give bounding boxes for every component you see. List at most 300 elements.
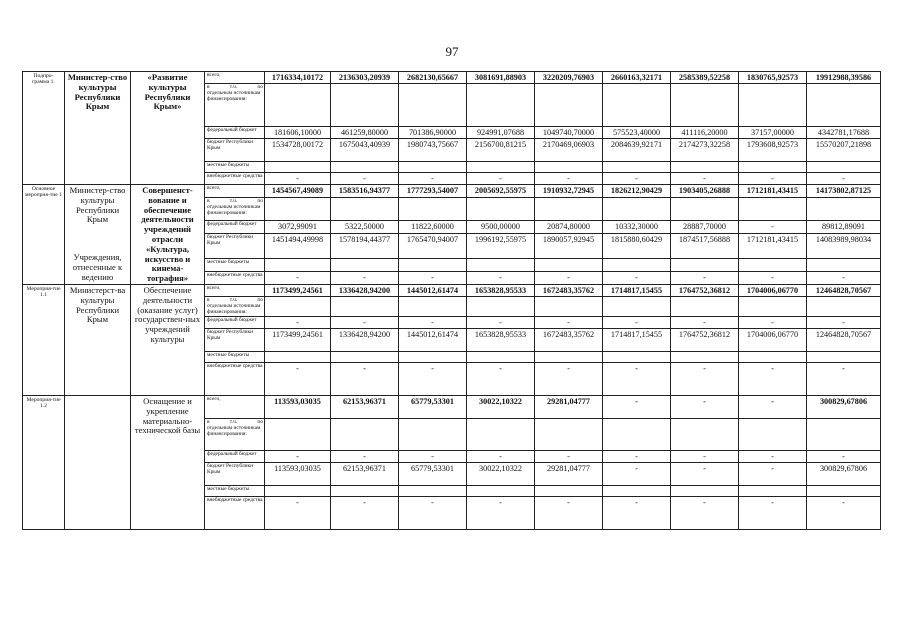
- amount-value: 1874517,56888: [678, 234, 731, 244]
- amount-cell: [807, 328, 881, 351]
- amount-value: 1890057,92945: [542, 234, 595, 244]
- amount-cell: [739, 259, 807, 271]
- measure-name: Совершенст-вование и обеспечение деятельности учреждений отрасли «Культура, искусство и кинема-тография»: [141, 185, 194, 284]
- amount-cell: [331, 220, 399, 233]
- amount-cell: [265, 496, 331, 529]
- amount-value: 1996192,55975: [474, 234, 527, 244]
- amount-cell: [265, 220, 331, 233]
- amount-cell: [671, 139, 739, 162]
- amount-cell: [603, 296, 671, 316]
- source-label-total: всего,: [207, 72, 221, 78]
- amount-value: -: [499, 497, 502, 507]
- amount-cell: [331, 316, 399, 328]
- amount-value: -: [635, 363, 638, 373]
- amount-value: 1764752,36812: [678, 285, 731, 295]
- amount-value: 37157,00000: [751, 128, 794, 137]
- amount-cell: [807, 185, 881, 198]
- amount-value: 1765470,94007: [406, 234, 459, 244]
- amount-value: -: [363, 317, 366, 327]
- amount-cell: [739, 220, 807, 233]
- amount-cell: [467, 284, 535, 296]
- amount-cell: [331, 395, 399, 418]
- amount-cell: [467, 185, 535, 198]
- amount-cell: [467, 351, 535, 362]
- amount-value: 1712181,43415: [746, 186, 799, 195]
- amount-cell: [535, 259, 603, 271]
- amount-cell: [331, 496, 399, 529]
- measure-name: Обеспечение деятельности (оказание услуг) государствен-ных учреждений культуры: [134, 284, 201, 344]
- amount-cell: [603, 198, 671, 220]
- amount-cell: [603, 485, 671, 496]
- amount-cell: [265, 362, 331, 395]
- amount-value: 1445012,61474: [406, 285, 459, 295]
- amount-cell: [331, 328, 399, 351]
- amount-cell: [603, 328, 671, 351]
- amount-cell: [265, 418, 331, 450]
- amount-cell: [739, 296, 807, 316]
- amount-value: -: [567, 451, 570, 461]
- amount-cell: [265, 328, 331, 351]
- source-incl-word: по: [257, 418, 263, 425]
- amount-value: 2660163,32171: [610, 73, 663, 82]
- source-label-budget-rk: бюджет Республики Крым: [207, 328, 254, 341]
- amount-value: -: [703, 272, 706, 282]
- amount-value: -: [431, 174, 434, 183]
- source-incl-word: в: [207, 296, 210, 303]
- amount-cell: [603, 162, 671, 173]
- source-cell: [205, 351, 265, 362]
- amount-value: 1336428,94200: [338, 329, 391, 339]
- amount-cell: [807, 351, 881, 362]
- source-incl-word: т.ч.: [229, 198, 238, 205]
- amount-cell: [399, 328, 467, 351]
- measure-name: «Развитие культуры Республики Крым»: [144, 72, 191, 112]
- amount-cell: [535, 185, 603, 198]
- amount-cell: [671, 84, 739, 127]
- executor-label: Министер-ство культуры Республики Крым: [69, 185, 126, 225]
- amount-value: -: [703, 174, 706, 183]
- amount-value: -: [296, 451, 299, 461]
- amount-value: 11822,60000: [411, 221, 454, 231]
- amount-cell: [467, 162, 535, 173]
- amount-cell: [535, 84, 603, 127]
- amount-cell: [603, 233, 671, 259]
- source-label-local: местные бюджеты: [207, 351, 250, 358]
- amount-cell: [671, 271, 739, 284]
- amount-cell: [739, 127, 807, 139]
- amount-value: -: [567, 497, 570, 507]
- amount-value: 411116,20000: [681, 128, 728, 137]
- amount-cell: [739, 271, 807, 284]
- amount-value: 12464828,70567: [815, 285, 872, 295]
- amount-value: 1830765,92573: [746, 73, 799, 82]
- amount-value: 2136303,20939: [338, 73, 391, 82]
- amount-value: 19912988,39586: [815, 73, 872, 82]
- executor-cell: [65, 72, 131, 185]
- source-cell: [205, 328, 265, 351]
- amount-value: -: [431, 272, 434, 282]
- amount-value: -: [703, 396, 706, 406]
- amount-cell: [603, 173, 671, 185]
- executor-note: Учреждения, отнесенные к ведению: [72, 252, 123, 282]
- executor-cell: [65, 395, 131, 529]
- amount-cell: [399, 485, 467, 496]
- amount-value: 1716334,10172: [271, 73, 324, 82]
- amount-value: -: [771, 451, 774, 461]
- source-cell: [205, 296, 265, 316]
- amount-cell: [331, 198, 399, 220]
- amount-value: 1672483,35762: [542, 285, 595, 295]
- amount-value: 12464828,70567: [815, 329, 872, 339]
- source-cell: [205, 72, 265, 84]
- amount-cell: [399, 418, 467, 450]
- status-cell: [23, 284, 65, 395]
- amount-cell: [807, 485, 881, 496]
- amount-value: 62153,96371: [343, 396, 386, 406]
- amount-value: -: [703, 363, 706, 373]
- amount-cell: [331, 485, 399, 496]
- amount-value: -: [703, 463, 706, 473]
- amount-value: 1714817,15455: [610, 285, 663, 295]
- amount-value: 924991,07688: [476, 128, 525, 137]
- amount-value: 2005692,55975: [474, 186, 527, 195]
- amount-cell: [331, 450, 399, 462]
- status-label: Мероприя-тие 1.1: [26, 285, 61, 299]
- amount-value: -: [771, 317, 774, 327]
- measure-name-cell: [131, 284, 205, 395]
- amount-cell: [467, 485, 535, 496]
- source-cell: [205, 485, 265, 496]
- amount-value: 28887,70000: [683, 221, 726, 231]
- amount-cell: [399, 162, 467, 173]
- amount-value: 15570207,21898: [815, 140, 872, 149]
- amount-value: 9500,00000: [481, 221, 520, 231]
- amount-value: 2174273,32258: [678, 140, 731, 149]
- amount-cell: [739, 316, 807, 328]
- source-cell: [205, 259, 265, 271]
- amount-value: -: [567, 174, 570, 183]
- source-cell: [205, 395, 265, 418]
- amount-cell: [467, 271, 535, 284]
- amount-value: 1910932,72945: [542, 186, 595, 195]
- amount-value: -: [499, 272, 502, 282]
- amount-cell: [671, 462, 739, 485]
- amount-cell: [603, 362, 671, 395]
- amount-cell: [399, 139, 467, 162]
- amount-cell: [739, 162, 807, 173]
- amount-value: -: [771, 221, 774, 231]
- amount-cell: [603, 127, 671, 139]
- amount-value: 1336428,94200: [338, 285, 391, 295]
- amount-cell: [807, 362, 881, 395]
- amount-cell: [265, 316, 331, 328]
- amount-cell: [535, 173, 603, 185]
- amount-cell: [265, 198, 331, 220]
- amount-cell: [603, 450, 671, 462]
- amount-cell: [739, 173, 807, 185]
- source-label-budget-rk: бюджет Республики Крым: [207, 139, 254, 151]
- amount-value: -: [703, 317, 706, 327]
- amount-value: -: [842, 272, 845, 282]
- amount-cell: [467, 173, 535, 185]
- amount-value: 65779,53301: [411, 463, 454, 473]
- amount-value: -: [296, 363, 299, 373]
- amount-cell: [603, 395, 671, 418]
- source-cell: [205, 496, 265, 529]
- amount-cell: [331, 233, 399, 259]
- measure-name-cell: [131, 185, 205, 285]
- amount-cell: [807, 173, 881, 185]
- source-incl-word: по: [257, 296, 263, 303]
- amount-cell: [399, 450, 467, 462]
- amount-cell: [535, 450, 603, 462]
- amount-value: -: [635, 317, 638, 327]
- amount-cell: [535, 198, 603, 220]
- amount-value: 2170469,06903: [542, 140, 595, 149]
- source-cell: [205, 316, 265, 328]
- amount-value: 1672483,35762: [542, 329, 595, 339]
- source-cell: [205, 127, 265, 139]
- amount-cell: [739, 418, 807, 450]
- amount-cell: [265, 395, 331, 418]
- amount-cell: [467, 127, 535, 139]
- amount-cell: [535, 328, 603, 351]
- amount-cell: [399, 259, 467, 271]
- amount-cell: [331, 84, 399, 127]
- executor-label: Министер-ство культуры Республики Крым: [67, 72, 128, 112]
- amount-value: 1793608,92573: [746, 140, 799, 149]
- amount-value: -: [635, 174, 638, 183]
- amount-cell: [399, 185, 467, 198]
- amount-cell: [603, 84, 671, 127]
- amount-value: 2084639,92171: [610, 140, 663, 149]
- amount-value: -: [296, 174, 299, 183]
- executor-label: Министерст-ва культуры Республики Крым: [69, 284, 126, 325]
- amount-value: 1712181,43415: [746, 234, 799, 244]
- amount-value: 1903405,26888: [678, 186, 731, 195]
- amount-cell: [467, 328, 535, 351]
- amount-cell: [671, 185, 739, 198]
- page-number: 97: [445, 44, 459, 59]
- source-cell: [205, 84, 265, 127]
- amount-cell: [671, 395, 739, 418]
- source-incl-word: т.ч.: [229, 84, 238, 90]
- amount-cell: [603, 259, 671, 271]
- table-row: [23, 72, 881, 84]
- amount-value: 1653828,95533: [474, 285, 527, 295]
- amount-cell: [331, 127, 399, 139]
- amount-cell: [399, 462, 467, 485]
- amount-cell: [739, 485, 807, 496]
- amount-cell: [265, 485, 331, 496]
- amount-cell: [399, 351, 467, 362]
- amount-cell: [603, 351, 671, 362]
- amount-cell: [535, 418, 603, 450]
- source-label-federal: федеральный бюджет: [207, 450, 257, 457]
- amount-value: -: [363, 451, 366, 461]
- source-cell: [205, 162, 265, 173]
- amount-cell: [603, 462, 671, 485]
- amount-cell: [467, 418, 535, 450]
- amount-value: 2156700,81215: [474, 140, 527, 149]
- amount-cell: [535, 220, 603, 233]
- amount-cell: [265, 162, 331, 173]
- status-label: Подпро-грамма 1.: [32, 73, 55, 86]
- amount-cell: [399, 296, 467, 316]
- amount-cell: [331, 418, 399, 450]
- source-label-federal: федеральный бюджет: [207, 127, 257, 133]
- amount-value: 113593,03035: [274, 396, 321, 406]
- amount-cell: [671, 485, 739, 496]
- amount-value: -: [567, 272, 570, 282]
- amount-cell: [399, 284, 467, 296]
- amount-value: -: [635, 497, 638, 507]
- amount-value: -: [296, 497, 299, 507]
- amount-value: -: [771, 272, 774, 282]
- amount-cell: [535, 316, 603, 328]
- amount-cell: [535, 162, 603, 173]
- source-label-extra: внебюджетные средства: [207, 496, 263, 503]
- amount-cell: [671, 296, 739, 316]
- source-incl-word: т.ч.: [229, 418, 238, 425]
- amount-cell: [467, 220, 535, 233]
- amount-cell: [331, 271, 399, 284]
- status-cell: [23, 72, 65, 185]
- amount-cell: [467, 84, 535, 127]
- amount-cell: [535, 271, 603, 284]
- amount-cell: [467, 316, 535, 328]
- amount-value: -: [635, 463, 638, 473]
- amount-cell: [265, 296, 331, 316]
- amount-cell: [467, 259, 535, 271]
- source-cell: [205, 362, 265, 395]
- amount-cell: [265, 139, 331, 162]
- amount-value: 3220209,76903: [542, 73, 595, 82]
- amount-cell: [265, 271, 331, 284]
- amount-value: -: [499, 317, 502, 327]
- amount-cell: [807, 284, 881, 296]
- amount-value: -: [703, 497, 706, 507]
- amount-cell: [739, 84, 807, 127]
- amount-cell: [399, 84, 467, 127]
- amount-value: 5322,50000: [345, 221, 384, 231]
- amount-value: -: [635, 396, 638, 406]
- amount-cell: [807, 162, 881, 173]
- source-label-federal: федеральный бюджет: [207, 316, 257, 323]
- amount-value: 1704006,06770: [746, 329, 799, 339]
- amount-cell: [739, 462, 807, 485]
- amount-value: -: [296, 272, 299, 282]
- amount-cell: [467, 139, 535, 162]
- amount-cell: [535, 139, 603, 162]
- amount-value: 1451494,49998: [271, 234, 324, 244]
- amount-cell: [603, 139, 671, 162]
- amount-value: 575523,40000: [612, 128, 661, 137]
- amount-cell: [535, 362, 603, 395]
- amount-cell: [535, 496, 603, 529]
- source-cell: [205, 173, 265, 185]
- amount-value: 14173802,87125: [815, 186, 872, 195]
- status-cell: [23, 185, 65, 285]
- amount-value: -: [499, 451, 502, 461]
- amount-value: 113593,03035: [274, 463, 321, 473]
- amount-value: 1980743,75667: [406, 140, 459, 149]
- amount-cell: [265, 450, 331, 462]
- amount-cell: [535, 485, 603, 496]
- amount-cell: [535, 296, 603, 316]
- amount-cell: [399, 220, 467, 233]
- amount-value: -: [703, 451, 706, 461]
- amount-cell: [467, 450, 535, 462]
- amount-cell: [807, 418, 881, 450]
- amount-cell: [807, 395, 881, 418]
- amount-cell: [739, 198, 807, 220]
- amount-cell: [265, 462, 331, 485]
- amount-cell: [331, 259, 399, 271]
- amount-cell: [807, 127, 881, 139]
- amount-value: -: [842, 317, 845, 327]
- amount-cell: [265, 351, 331, 362]
- amount-value: 300829,67806: [819, 463, 868, 473]
- financing-table-sheet: [22, 71, 880, 611]
- amount-value: 29281,04777: [547, 463, 590, 473]
- amount-value: 1777293,54007: [406, 186, 459, 195]
- amount-cell: [739, 496, 807, 529]
- amount-value: 89812,89091: [822, 221, 865, 231]
- amount-cell: [671, 351, 739, 362]
- amount-cell: [265, 259, 331, 271]
- amount-value: -: [363, 497, 366, 507]
- source-cell: [205, 450, 265, 462]
- amount-value: 1173499,24561: [272, 285, 323, 295]
- amount-cell: [671, 328, 739, 351]
- amount-cell: [807, 496, 881, 529]
- source-incl-word: по: [257, 84, 263, 90]
- source-incl-word: в: [207, 418, 210, 425]
- amount-value: -: [567, 363, 570, 373]
- source-incl-rest: отдельным источникам финансирования:: [207, 424, 261, 437]
- status-label: Основное мероприя-тие 1: [25, 186, 62, 199]
- amount-value: -: [363, 272, 366, 282]
- amount-cell: [535, 127, 603, 139]
- amount-cell: [399, 395, 467, 418]
- amount-cell: [331, 162, 399, 173]
- amount-cell: [807, 296, 881, 316]
- amount-cell: [265, 284, 331, 296]
- amount-cell: [671, 162, 739, 173]
- amount-value: -: [363, 363, 366, 373]
- amount-cell: [535, 233, 603, 259]
- amount-value: 1173499,24561: [272, 329, 323, 339]
- source-label-total: всего,: [207, 185, 221, 191]
- amount-cell: [331, 362, 399, 395]
- amount-cell: [671, 284, 739, 296]
- amount-cell: [671, 362, 739, 395]
- amount-value: 1578194,44377: [338, 234, 391, 244]
- amount-cell: [331, 462, 399, 485]
- financing-table: [22, 71, 881, 530]
- source-label-total: всего,: [207, 395, 221, 402]
- amount-value: -: [842, 451, 845, 461]
- source-cell: [205, 198, 265, 220]
- amount-cell: [739, 284, 807, 296]
- amount-value: 3072,99091: [278, 221, 317, 231]
- amount-cell: [603, 72, 671, 84]
- amount-value: -: [431, 363, 434, 373]
- amount-cell: [535, 284, 603, 296]
- amount-cell: [399, 233, 467, 259]
- amount-value: 65779,53301: [411, 396, 454, 406]
